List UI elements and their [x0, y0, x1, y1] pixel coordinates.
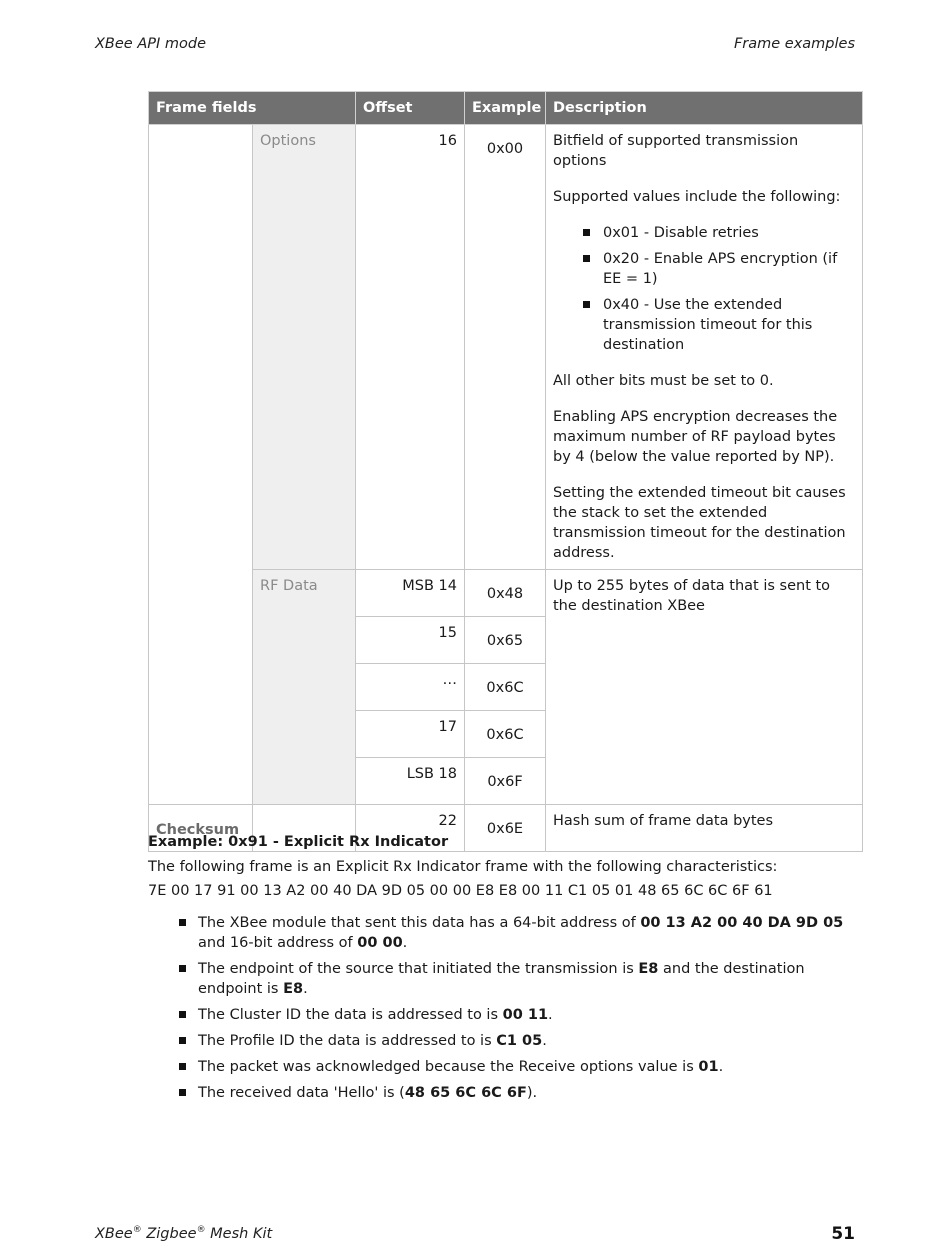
parent-field-cell — [149, 125, 253, 805]
field-rf-data: RF Data — [253, 570, 356, 805]
options-desc-p3: Setting the extended timeout bit causes the stack to set the extended transmission timeout for the destination address. — [553, 485, 846, 561]
options-desc-intro: Bitfield of supported transmission options — [553, 133, 799, 169]
example-rf-0: 0x48 — [465, 570, 546, 617]
characteristics-list — [148, 913, 862, 1103]
list-item: The Cluster ID the data is addressed to is 00 11. — [148, 1005, 862, 1025]
field-options: Options — [253, 125, 356, 570]
table-row-rf-data — [149, 570, 863, 617]
example-rf-3: 0x6C — [465, 711, 546, 758]
frame-fields-table — [148, 91, 863, 852]
description-checksum: Hash sum of frame data bytes — [546, 805, 863, 852]
list-item: The XBee module that sent this data has a 64-bit address of 00 13 A2 00 40 DA 9D 05 and 16-bit address of 00 00. — [148, 913, 862, 953]
offset-rf-1: 15 — [356, 617, 465, 664]
example-frame-bytes: 7E 00 17 91 00 13 A2 00 40 DA 9D 05 00 00 E8 E8 00 11 C1 05 01 48 65 6C 6C 6F 61 — [148, 883, 773, 899]
page-number: 51 — [831, 1224, 855, 1244]
example-rf-1: 0x65 — [465, 617, 546, 664]
offset-rf-0: MSB 14 — [356, 570, 465, 617]
example-rf-2: 0x6C — [465, 664, 546, 711]
col-header-example: Example — [465, 92, 546, 125]
list-item: The Profile ID the data is addressed to is C1 05. — [148, 1031, 862, 1051]
options-values-list — [553, 223, 855, 355]
example-intro: The following frame is an Explicit Rx Indicator frame with the following characteristics: — [148, 859, 778, 875]
options-desc-p1: All other bits must be set to 0. — [553, 373, 774, 389]
col-header-description: Description — [546, 92, 863, 125]
list-item: The received data 'Hello' is (48 65 6C 6C 6F). — [148, 1083, 862, 1103]
options-desc-supported: Supported values include the following: — [553, 189, 841, 205]
table-row-options — [149, 125, 863, 570]
offset-rf-3: 17 — [356, 711, 465, 758]
options-desc-p2: Enabling APS encryption decreases the maximum number of RF payload bytes by 4 (below the value reported by NP). — [553, 409, 838, 465]
example-section — [148, 832, 862, 1109]
offset-rf-2: … — [356, 664, 465, 711]
running-header-right: Frame examples — [733, 36, 855, 52]
table-header-row — [149, 92, 863, 125]
list-item: The packet was acknowledged because the Receive options value is 01. — [148, 1057, 862, 1077]
list-item: 0x20 - Enable APS encryption (if EE = 1) — [553, 249, 855, 289]
example-rf-4: 0x6F — [465, 758, 546, 805]
list-item: 0x40 - Use the extended transmission timeout for this destination — [553, 295, 855, 355]
offset-rf-4: LSB 18 — [356, 758, 465, 805]
list-item: 0x01 - Disable retries — [553, 223, 855, 243]
description-options — [546, 125, 863, 570]
list-item: The endpoint of the source that initiated the transmission is E8 and the destination endpoint is E8. — [148, 959, 862, 999]
running-header-left: XBee API mode — [95, 36, 207, 52]
field-checksum: Checksum — [149, 805, 253, 852]
col-header-frame-fields: Frame fields — [149, 92, 356, 125]
offset-checksum: 22 — [356, 805, 465, 852]
example-checksum: 0x6E — [465, 805, 546, 852]
example-options: 0x00 — [465, 125, 546, 570]
running-footer: XBee® Zigbee® Mesh Kit — [95, 1225, 273, 1242]
description-rf-data: Up to 255 bytes of data that is sent to the destination XBee — [546, 570, 863, 805]
offset-options: 16 — [356, 125, 465, 570]
col-header-offset: Offset — [356, 92, 465, 125]
example-heading: Example: 0x91 - Explicit Rx Indicator — [148, 834, 449, 850]
